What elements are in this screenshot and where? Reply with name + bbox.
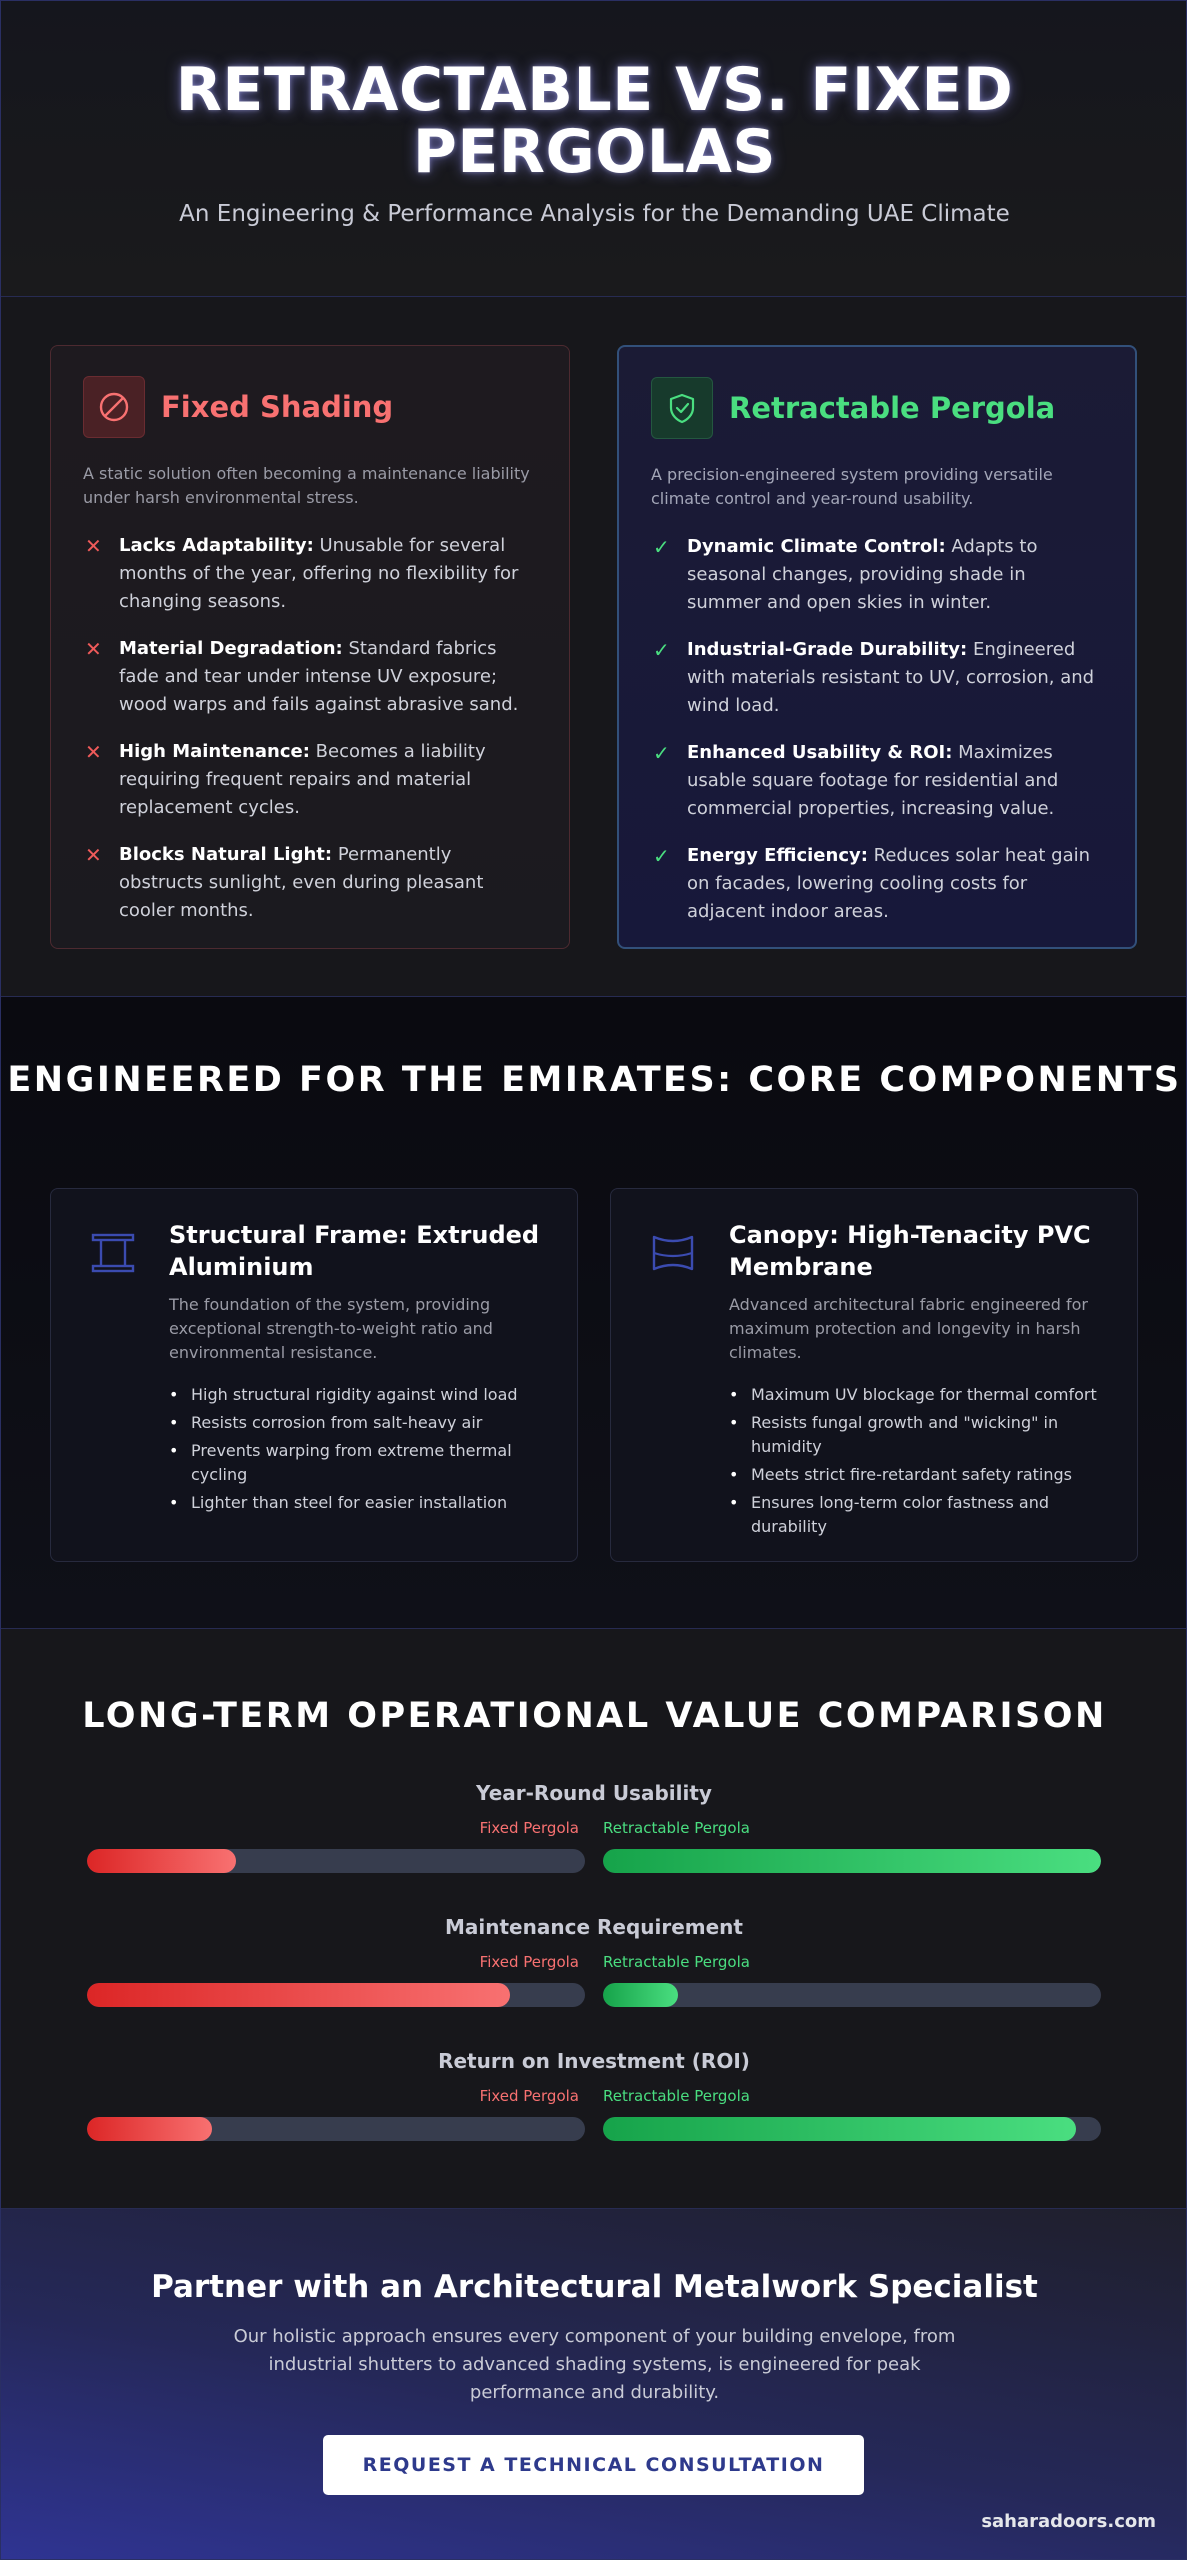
fixed-shading-description: A static solution often becoming a maintenance liability under harsh environmental stress. (83, 464, 530, 507)
point-title: Energy Efficiency: (687, 845, 868, 866)
list-item: • Maximum UV blockage for thermal comfort (729, 1383, 1103, 1407)
metric-title: Return on Investment (ROI) (438, 2049, 750, 2073)
point-title: Enhanced Usability & ROI: (687, 742, 953, 763)
list-item: • Resists fungal growth and "wicking" in humidity (729, 1411, 1103, 1459)
value-comparison-title: LONG-TERM OPERATIONAL VALUE COMPARISON (82, 1696, 1107, 1736)
fixed-pergola-label: Fixed Pergola (479, 1819, 579, 1837)
x-icon: ✕ (85, 637, 102, 661)
point-text: Reduces solar heat gain on facades, lowering cooling costs for adjacent indoor areas. (687, 845, 1091, 922)
metric-title: Maintenance Requirement (445, 1915, 743, 1939)
fixed-shading-points (83, 532, 537, 925)
no-sign-icon (83, 376, 145, 438)
metric-title: Year-Round Usability (476, 1781, 712, 1805)
retractable-bar-fill (603, 1849, 1101, 1873)
fixed-shading-title: Fixed Shading (161, 390, 394, 424)
site-link[interactable]: saharadoors.com (981, 2511, 1156, 2532)
x-icon: ✕ (85, 534, 102, 558)
check-icon: ✓ (653, 844, 670, 868)
retractable-bar-track (603, 2117, 1101, 2141)
cta-section (1, 2209, 1187, 2560)
retractable-bar-track (603, 1849, 1101, 1873)
components-section (1, 997, 1187, 1629)
value-comparison-section (1, 1629, 1187, 2209)
fixed-pergola-label: Fixed Pergola (479, 1953, 579, 1971)
metric-return-on-investment (87, 2049, 1101, 2149)
list-item: • Lighter than steel for easier installation (169, 1491, 543, 1515)
point-title: Dynamic Climate Control: (687, 536, 946, 557)
cta-title: Partner with an Architectural Metalwork Specialist (151, 2269, 1038, 2305)
page-title: RETRACTABLE VS. FIXED PERGOLAS (175, 55, 1014, 187)
point-text: Unusable for several months of the year, offering no flexibility for changing seasons. (119, 535, 519, 612)
check-icon: ✓ (653, 535, 670, 559)
component-description: Advanced architectural fabric engineered for maximum protection and longevity in harsh climates. (729, 1295, 1088, 1362)
component-card-frame (50, 1188, 578, 1562)
list-item (651, 533, 1103, 617)
metric-year-round-usability (87, 1781, 1101, 1881)
list-item: • Prevents warping from extreme thermal cycling (169, 1439, 543, 1487)
point-text: Engineered with materials resistant to UV, corrosion, and wind load. (687, 639, 1095, 716)
component-card-canopy (610, 1188, 1138, 1562)
retractable-pergola-points (651, 533, 1103, 926)
retractable-bar-fill (603, 2117, 1076, 2141)
list-item (651, 739, 1103, 823)
canopy-icon (649, 1229, 697, 1277)
fixed-pergola-label: Fixed Pergola (479, 2087, 579, 2105)
point-text: Maximizes usable square footage for residential and commercial properties, increasing value. (687, 742, 1059, 819)
point-text: Becomes a liability requiring frequent repairs and material replacement cycles. (119, 741, 486, 818)
check-icon: ✓ (653, 741, 670, 765)
component-description: The foundation of the system, providing exceptional strength-to-weight ratio and environmental resistance. (169, 1295, 493, 1362)
list-item (651, 636, 1103, 720)
components-title: ENGINEERED FOR THE EMIRATES: CORE COMPONENTS (7, 1060, 1182, 1100)
fixed-bar-fill (87, 1849, 236, 1873)
retractable-pergola-label: Retractable Pergola (603, 1953, 750, 1971)
point-title: Blocks Natural Light: (119, 844, 333, 865)
retractable-pergola-card (617, 345, 1137, 949)
fixed-bar-track (87, 1849, 585, 1873)
list-item (83, 738, 537, 822)
retractable-bar-fill (603, 1983, 678, 2007)
shield-check-icon (651, 377, 713, 439)
list-item (83, 635, 537, 719)
point-title: Lacks Adaptability: (119, 535, 314, 556)
point-text: Adapts to seasonal changes, providing shade in summer and open skies in winter. (687, 536, 1038, 613)
list-item (651, 842, 1103, 926)
retractable-pergola-label: Retractable Pergola (603, 1819, 750, 1837)
list-item: • Meets strict fire-retardant safety ratings (729, 1463, 1103, 1487)
x-icon: ✕ (85, 740, 102, 764)
hero-header (1, 1, 1187, 297)
page-subtitle: An Engineering & Performance Analysis for the Demanding UAE Climate (179, 201, 1010, 227)
list-item: • Ensures long-term color fastness and durability (729, 1491, 1103, 1539)
component-title: Structural Frame: Extruded Aluminium (169, 1221, 540, 1281)
point-title: High Maintenance: (119, 741, 310, 762)
fixed-bar-track (87, 1983, 585, 2007)
point-text: Permanently obstructs sunlight, even during pleasant cooler months. (119, 844, 484, 921)
list-item (83, 532, 537, 616)
point-title: Industrial-Grade Durability: (687, 639, 968, 660)
request-consultation-button[interactable]: REQUEST A TECHNICAL CONSULTATION (323, 2435, 864, 2495)
metric-maintenance-requirement (87, 1915, 1101, 2015)
check-icon: ✓ (653, 638, 670, 662)
retractable-bar-track (603, 1983, 1101, 2007)
list-item: • Resists corrosion from salt-heavy air (169, 1411, 543, 1435)
fixed-bar-track (87, 2117, 585, 2141)
list-item (83, 841, 537, 925)
fixed-shading-card (50, 345, 570, 949)
x-icon: ✕ (85, 843, 102, 867)
retractable-pergola-description: A precision-engineered system providing versatile climate control and year-round usability. (651, 465, 1053, 508)
list-item: • High structural rigidity against wind load (169, 1383, 543, 1407)
point-title: Material Degradation: (119, 638, 343, 659)
point-text: Standard fabrics fade and tear under intense UV exposure; wood warps and fails against abrasive sand. (119, 638, 519, 715)
fixed-bar-fill (87, 1983, 510, 2007)
frame-icon (89, 1229, 137, 1277)
component-bullets (169, 1383, 543, 1515)
component-bullets (729, 1383, 1103, 1539)
cta-text: Our holistic approach ensures every component of your building envelope, from industrial shutters to advanced shading systems, is engineered for peak performance and durability. (233, 2326, 956, 2403)
comparison-section (1, 297, 1187, 997)
retractable-pergola-label: Retractable Pergola (603, 2087, 750, 2105)
fixed-bar-fill (87, 2117, 212, 2141)
retractable-pergola-title: Retractable Pergola (729, 391, 1056, 425)
component-title: Canopy: High-Tenacity PVC Membrane (729, 1221, 1091, 1281)
